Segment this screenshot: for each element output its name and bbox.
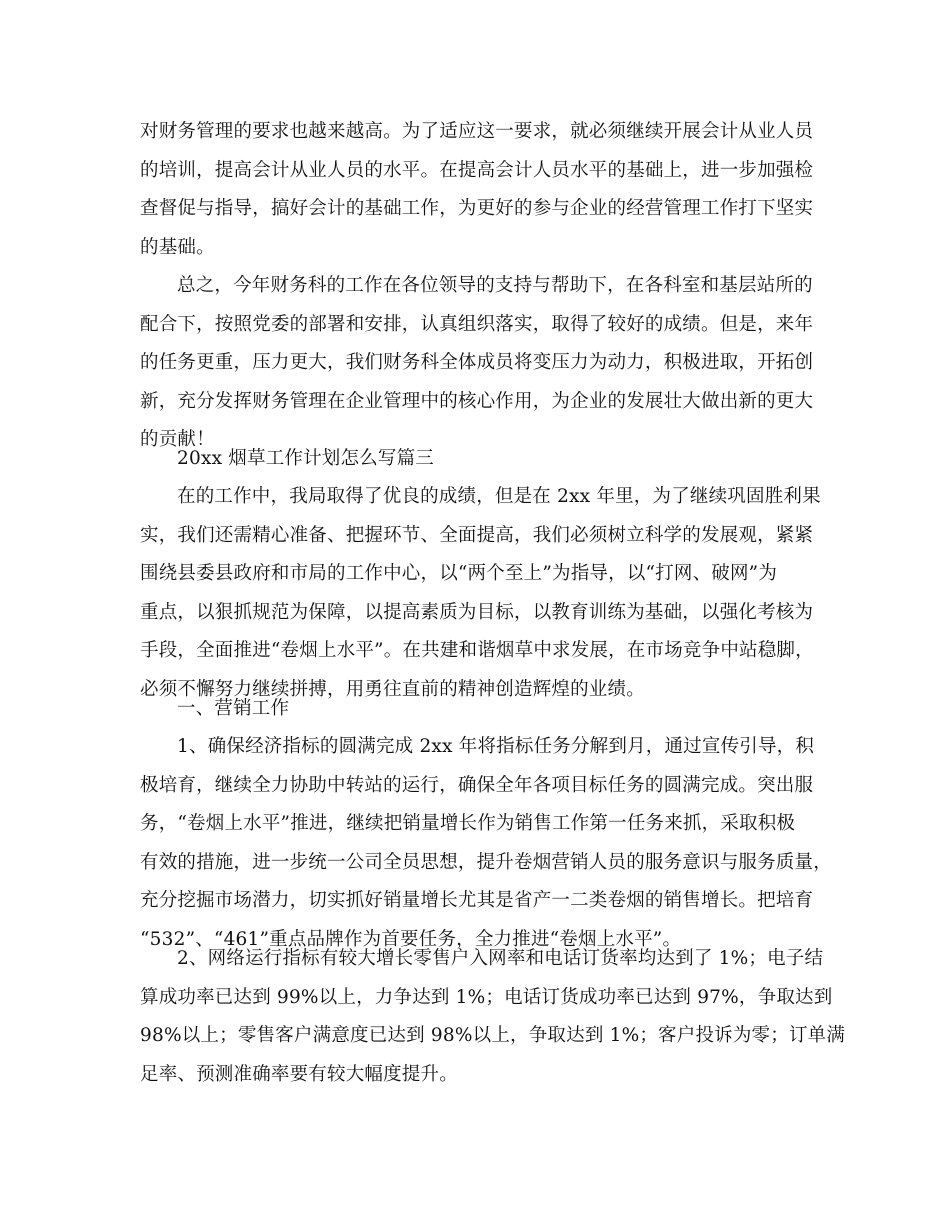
text-line: 2、网络运行指标有较大增长零售户入网率和电话订货率均达到了 1%；电子结 <box>177 948 824 969</box>
text-line: 的培训，提高会计从业人员的水平。在提高会计人员水平的基础上，进一步加强检 <box>140 159 814 181</box>
text-line: 重点，以狠抓规范为保障，以提高素质为目标，以教育训练为基础，以强化考核为 <box>140 601 814 623</box>
text-line: 足率、预测准确率要有较大幅度提升。 <box>140 1063 458 1085</box>
text-line: 实，我们还需精心准备、把握环节、全面提高，我们必须树立科学的发展观，紧紧 <box>140 524 814 546</box>
section-heading <box>140 440 820 479</box>
heading-text: 20xx 烟草工作计划怎么写篇三 <box>177 448 434 469</box>
text-line: 围绕县委县政府和市局的工作中心，以“两个至上”为指导，以“打网、破网”为 <box>140 563 778 584</box>
paragraph-sales-item-1 <box>140 728 832 959</box>
text-line: 的贡献！ <box>140 429 215 450</box>
text-line: 在的工作中，我局取得了优良的成绩，但是在 2xx 年里，为了继续巩固胜利果 <box>177 486 821 507</box>
subsection-heading <box>140 690 820 729</box>
text-line: 查督促与指导，搞好会计的基础工作，为更好的参与企业的经营管理工作打下坚实 <box>140 198 814 219</box>
text-line: 手段，全面推进“卷烟上水平”。在共建和谐烟草中求发展，在市场竞争中站稳脚， <box>140 640 814 661</box>
text-line: 有效的措施，进一步统一公司全员思想，提升卷烟营销人员的服务意识与服务质量， <box>140 851 832 873</box>
text-line: “532”、“461”重点品牌作为首要任务，全力推进“卷烟上水平”。 <box>140 928 682 950</box>
text-line: 必须不懈努力继续拼搏，用勇往直前的精神创造辉煌的业绩。 <box>140 678 645 700</box>
text-line: 的任务更重，压力更大，我们财务科全体成员将变压力为动力，积极进取，开拓创 <box>140 352 814 373</box>
text-line: 98%以上；零售客户满意度已达到 98%以上，争取达到 1%；客户投诉为零；订单满 <box>140 1025 846 1046</box>
subheading-text: 一、营销工作 <box>177 698 290 719</box>
text-line: 对财务管理的要求也越来越高。为了适应这一要求，就必须继续开展会计从业人员 <box>140 121 814 142</box>
text-line: 新，充分发挥财务管理在企业管理中的核心作用，为企业的发展壮大做出新的更大 <box>140 390 814 412</box>
text-line: 的基础。 <box>140 236 215 258</box>
text-line: 算成功率已达到 99%以上，力争达到 1%；电话订货成功率已达到 97%，争取达到 <box>140 986 833 1008</box>
text-line: 总之，今年财务科的工作在各位领导的支持与帮助下，在各科室和基层站所的 <box>177 275 813 296</box>
text-line: 极培育，继续全力协助中转站的运行，确保全年各项目标任务的圆满完成。突出服 <box>140 774 814 796</box>
paragraph-sales-item-2 <box>140 940 846 1094</box>
paragraph-plan-intro <box>140 478 820 709</box>
text-line: 充分挖掘市场潜力，切实抓好销量增长尤其是省产一二类卷烟的销售增长。把培育 <box>140 890 814 911</box>
paragraph-financial-training <box>140 113 820 267</box>
text-line: 配合下，按照党委的部署和安排，认真组织落实，取得了较好的成绩。但是，来年 <box>140 313 814 335</box>
text-line: 务，“卷烟上水平”推进，继续把销量增长作为销售工作第一任务来抓，采取积极 <box>140 813 796 834</box>
text-line: 1、确保经济指标的圆满完成 2xx 年将指标任务分解到月，通过宣传引导，积 <box>177 736 815 757</box>
paragraph-summary <box>140 267 820 460</box>
